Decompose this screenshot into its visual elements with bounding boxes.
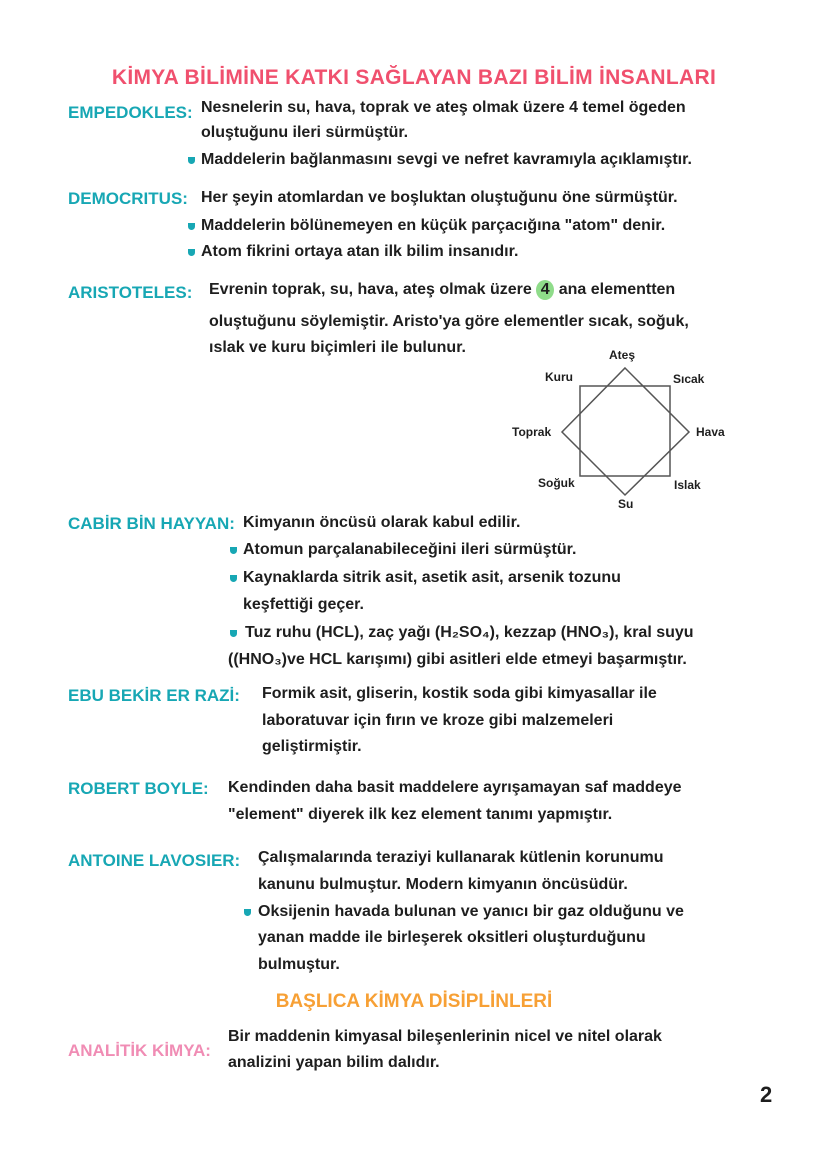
text-line: Atom fikrini ortaya atan ilk bilim insanıdır. <box>201 243 519 260</box>
text-part: ana elementten <box>558 281 676 298</box>
text-line: ıslak ve kuru biçimleri ile bulunur. <box>209 339 466 356</box>
label-toprak: Toprak <box>512 425 552 439</box>
text-line: laboratuvar için fırın ve kroze gibi malzemeleri <box>262 712 614 729</box>
text-line: Nesnelerin su, hava, toprak ve ateş olmak üzere 4 temel ögeden <box>201 99 686 116</box>
text-line: Kaynaklarda sitrik asit, asetik asit, arsenik tozunu <box>243 569 621 586</box>
bullet-icon <box>230 547 237 554</box>
text-line: keşfettiği geçer. <box>243 596 364 613</box>
label-su: Su <box>618 497 634 511</box>
bullet-icon <box>230 575 237 582</box>
disciplines-heading: BAŞLICA KİMYA DİSİPLİNLERİ <box>275 991 553 1012</box>
text-line: kanunu bulmuştur. Modern kimyanın öncüsüdür. <box>258 876 628 893</box>
highlighted-number: 4 <box>536 280 554 300</box>
text-line: Maddelerin bölünemeyen en küçük parçacığına "atom" denir. <box>201 217 666 234</box>
scientist-name-razi: EBU BEKİR ER RAZİ: <box>68 686 240 705</box>
text-line: "element" diyerek ilk kez element tanımı yapmıştır. <box>228 806 613 823</box>
label-islak: Islak <box>674 478 701 492</box>
bullet-icon <box>244 909 251 916</box>
text-line: Her şeyin atomlardan ve boşluktan oluştuğunu öne sürmüştür. <box>201 189 678 206</box>
text-line: Oksijenin havada bulunan ve yanıcı bir gaz olduğunu ve <box>258 903 684 920</box>
text-line: yanan madde ile birleşerek oksitleri oluşturduğunu <box>258 929 646 946</box>
page-number: 2 <box>760 1082 773 1107</box>
text-line: ((HNO₃)ve HCL karışımı) gibi asitleri elde etmeyi başarmıştır. <box>228 651 687 668</box>
text-line: analizini yapan bilim dalıdır. <box>228 1054 440 1071</box>
text-line: Maddelerin bağlanmasını sevgi ve nefret kavramıyla açıklamıştır. <box>201 151 692 168</box>
label-kuru: Kuru <box>545 370 573 384</box>
text-line: bulmuştur. <box>258 956 340 973</box>
text-line: Formik asit, gliserin, kostik soda gibi kimyasallar ile <box>262 685 657 702</box>
text-line: Atomun parçalanabileceğini ileri sürmüştür. <box>243 541 577 558</box>
text-line: Bir maddenin kimyasal bileşenlerinin nicel ve nitel olarak <box>228 1028 662 1045</box>
label-soguk: Soğuk <box>538 476 575 490</box>
scientist-name-boyle: ROBERT BOYLE: <box>68 779 209 798</box>
label-sicak: Sıcak <box>673 372 705 386</box>
scientist-name-democritus: DEMOCRITUS: <box>68 189 188 208</box>
text-line: Kendinden daha basit maddelere ayrışamayan saf maddeye <box>228 779 682 796</box>
discipline-name-analitik: ANALİTİK KİMYA: <box>68 1041 211 1060</box>
scientist-name-cabir: CABİR BİN HAYYAN: <box>68 514 235 533</box>
scientist-name-aristoteles: ARISTOTELES: <box>68 283 193 302</box>
text-line: Çalışmalarında teraziyi kullanarak kütlenin korunumu <box>258 849 664 866</box>
bullet-icon <box>230 630 237 637</box>
text-part: Evrenin toprak, su, hava, ateş olmak üzere <box>209 281 532 298</box>
label-hava: Hava <box>696 425 725 439</box>
scientist-name-lavosier: ANTOINE LAVOSIER: <box>68 851 241 870</box>
text-line: oluştuğunu söylemiştir. Aristo'ya göre elementler sıcak, soğuk, <box>209 313 689 330</box>
text-line: geliştirmiştir. <box>262 738 362 755</box>
text-line: oluştuğunu ileri sürmüştür. <box>201 124 409 141</box>
scientist-name-empedokles: EMPEDOKLES: <box>68 103 193 122</box>
text-line: Tuz ruhu (HCL), zaç yağı (H₂SO₄), kezzap (HNO₃), kral suyu <box>245 624 694 641</box>
label-ates: Ateş <box>609 348 636 362</box>
page-title: KİMYA BİLİMİNE KATKI SAĞLAYAN BAZI BİLİM İNSANLARI <box>111 66 717 89</box>
text-line: Kimyanın öncüsü olarak kabul edilir. <box>243 514 521 531</box>
